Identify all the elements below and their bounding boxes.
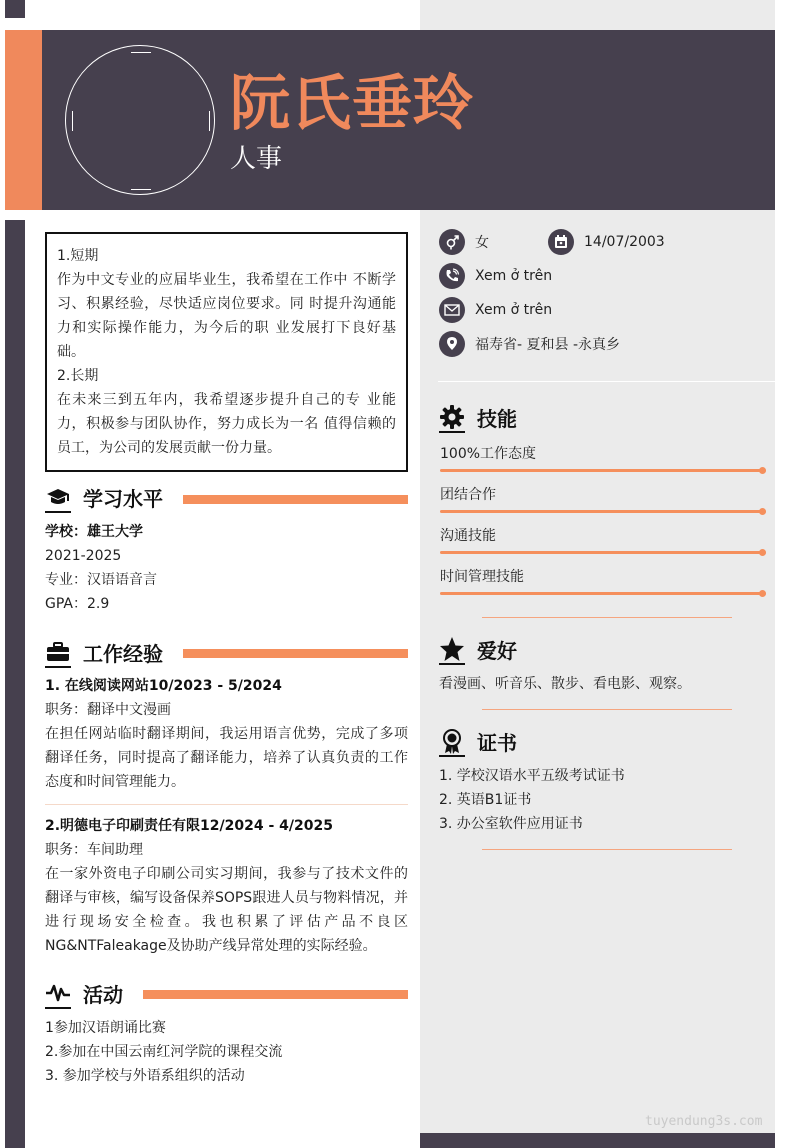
calendar-icon bbox=[548, 229, 574, 255]
job-entry-1 bbox=[45, 674, 408, 794]
experience-section-heading bbox=[45, 637, 408, 667]
skill-name: 沟通技能 bbox=[440, 528, 496, 544]
certificate-item: 1. 学校汉语水平五级考试证书 bbox=[439, 768, 625, 784]
certificates-section-heading bbox=[439, 726, 769, 756]
job-divider bbox=[45, 804, 408, 805]
certificates-list bbox=[439, 764, 769, 836]
activities-list bbox=[45, 1016, 408, 1088]
skill-bar-knob bbox=[759, 467, 766, 474]
skill-bar bbox=[440, 469, 766, 472]
skill-name: 时间管理技能 bbox=[440, 569, 524, 585]
bottom-right-decor-bar bbox=[420, 1133, 775, 1148]
short-term-text: 作为中文专业的应届毕业生，我希望在工作中 不断学习、积累经验，尽快适应岗位要求。同 时提升沟通能力和实际操作能力，为今后的职 业发展打下良好基础。 bbox=[57, 272, 396, 360]
skill-bar-knob bbox=[759, 549, 766, 556]
activity-item: 2.参加在中国云南红河学院的课程交流 bbox=[45, 1044, 283, 1060]
avatar-mark bbox=[72, 111, 73, 131]
address-value: 福寿省- 夏和县 -永真乡 bbox=[475, 337, 621, 353]
activities-heading-label: 活动 bbox=[83, 982, 123, 1007]
job-title: 2.明德电子印刷责任有限12/2024 - 4/2025 bbox=[45, 818, 333, 834]
job-description: 在一家外资电子印刷公司实习期间，我参与了技术文件的翻译与审核，编写设备保养SOPS跟进人员与物料情况，并进行现场安全检查。我也积累了评估产品不良区NG&NTFaleakage及协助产线异常处理的实际经验。 bbox=[45, 866, 408, 954]
star-icon bbox=[439, 636, 465, 662]
certificate-item: 3. 办公室软件应用证书 bbox=[439, 816, 583, 832]
skill-bar-knob bbox=[759, 508, 766, 515]
heading-underline bbox=[439, 431, 465, 433]
skill-bar bbox=[440, 592, 766, 595]
education-school: 学校：雄王大学 bbox=[45, 524, 143, 540]
heading-accent-line bbox=[183, 649, 408, 658]
gender-icon bbox=[439, 229, 465, 255]
header-banner bbox=[5, 30, 775, 210]
heading-underline bbox=[45, 666, 71, 668]
award-ribbon-icon bbox=[439, 728, 465, 754]
phone-row bbox=[439, 263, 552, 289]
skill-bar bbox=[440, 551, 766, 554]
gender-row bbox=[439, 229, 489, 255]
left-decor-bar bbox=[5, 220, 25, 1148]
short-term-title: 1.短期 bbox=[57, 248, 99, 264]
heading-underline bbox=[45, 511, 71, 513]
skill-name: 100%工作态度 bbox=[440, 446, 537, 462]
skill-name: 团结合作 bbox=[440, 487, 496, 503]
education-years: 2021-2025 bbox=[45, 548, 122, 564]
birthday-value: 14/07/2003 bbox=[584, 234, 665, 250]
envelope-icon bbox=[439, 297, 465, 323]
avatar-mark bbox=[131, 189, 151, 190]
address-row bbox=[439, 331, 620, 357]
heading-accent-line bbox=[143, 990, 408, 999]
heading-underline bbox=[439, 755, 465, 757]
heading-underline bbox=[45, 1007, 71, 1009]
gear-icon bbox=[439, 404, 465, 430]
skills-section-heading bbox=[439, 402, 769, 432]
education-section-heading bbox=[45, 482, 408, 512]
email-row bbox=[439, 297, 552, 323]
education-details bbox=[45, 520, 408, 616]
phone-icon bbox=[439, 263, 465, 289]
phone-value: Xem ở trên bbox=[475, 268, 553, 284]
long-term-text: 在未来三到五年内，我希望逐步提升自己的专 业能力，积极参与团队协作，努力成长为一名 值得信赖的员工，为公司的发展贡献一份力量。 bbox=[57, 392, 396, 456]
section-separator bbox=[482, 617, 732, 618]
activities-section-heading bbox=[45, 978, 408, 1008]
avatar-mark bbox=[131, 52, 151, 53]
section-separator bbox=[482, 849, 732, 850]
gender-value: 女 bbox=[475, 235, 489, 251]
avatar-mark bbox=[209, 111, 210, 131]
activity-item: 3. 参加学校与外语系组织的活动 bbox=[45, 1068, 245, 1084]
location-pin-icon bbox=[439, 331, 465, 357]
hobbies-text: 看漫画、听音乐、散步、看电影、观察。 bbox=[439, 676, 691, 692]
candidate-name: 阮氏垂玲 bbox=[230, 69, 474, 139]
certificate-item: 2. 英语B1证书 bbox=[439, 792, 532, 808]
long-term-title: 2.长期 bbox=[57, 368, 99, 384]
graduation-cap-icon bbox=[45, 484, 71, 510]
watermark-text: tuyendung3s.com bbox=[645, 1114, 763, 1129]
certificates-heading-label: 证书 bbox=[477, 730, 517, 755]
candidate-position: 人事 bbox=[230, 144, 283, 174]
activity-item: 1参加汉语朗诵比赛 bbox=[45, 1020, 166, 1036]
hobbies-heading-label: 爱好 bbox=[477, 638, 517, 663]
career-objective-box bbox=[45, 232, 408, 472]
section-separator bbox=[482, 709, 732, 710]
hobbies-section-heading bbox=[439, 634, 769, 664]
header-accent-strip bbox=[5, 30, 42, 210]
email-value: Xem ở trên bbox=[475, 302, 553, 318]
education-gpa: GPA：2.9 bbox=[45, 596, 110, 612]
heading-accent-line bbox=[183, 495, 408, 504]
job-description: 在担任网站临时翻译期间，我运用语言优势，完成了多项翻译任务，同时提高了翻译能力，培养了认真负责的工作态度和时间管理能力。 bbox=[45, 726, 408, 790]
briefcase-icon bbox=[45, 639, 71, 665]
activity-pulse-icon bbox=[45, 980, 71, 1006]
education-major: 专业：汉语语音言 bbox=[45, 572, 157, 588]
avatar-frame bbox=[65, 45, 215, 195]
job-role: 职务：车间助理 bbox=[45, 842, 143, 858]
skills-heading-label: 技能 bbox=[477, 406, 517, 431]
skill-bar-knob bbox=[759, 590, 766, 597]
contact-divider bbox=[438, 381, 775, 382]
heading-underline bbox=[439, 663, 465, 665]
skill-bar bbox=[440, 510, 766, 513]
job-role: 职务：翻译中文漫画 bbox=[45, 702, 171, 718]
top-left-decor-bar bbox=[5, 0, 25, 18]
experience-heading-label: 工作经验 bbox=[83, 641, 163, 666]
education-heading-label: 学习水平 bbox=[83, 486, 163, 511]
job-title: 1. 在线阅读网站10/2023 - 5/2024 bbox=[45, 678, 282, 694]
job-entry-2 bbox=[45, 814, 408, 958]
birthday-row bbox=[548, 229, 665, 255]
